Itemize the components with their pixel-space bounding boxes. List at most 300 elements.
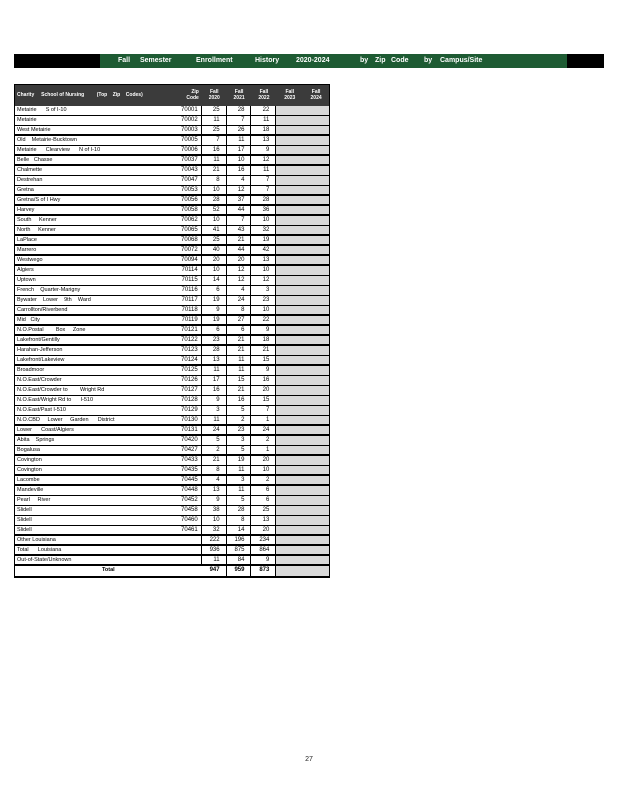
header-city-neighborhood: Charity School of Nursing (Top Zip Codes) xyxy=(17,92,143,98)
row-fall-value: 21 xyxy=(227,236,252,244)
row-zip-code xyxy=(162,556,202,564)
row-empty-fall-cells xyxy=(276,306,329,314)
row-zip-code: 70065 xyxy=(162,226,202,234)
table-row xyxy=(15,216,329,226)
row-fall-value: 22 xyxy=(251,106,276,115)
header-zip-code: Zip Code xyxy=(186,89,199,101)
table-row xyxy=(15,116,329,126)
table-row xyxy=(15,296,329,306)
header-fall-2024: Fall 2024 xyxy=(310,89,322,101)
row-label: Out-of-State/Unknown xyxy=(17,557,72,563)
row-label: Other Louisiana xyxy=(17,537,56,543)
table-row xyxy=(15,336,329,346)
row-empty-fall-cells xyxy=(276,286,329,295)
table-row xyxy=(15,226,329,236)
row-zip-code: 70005 xyxy=(162,136,202,145)
row-label: West Metairie xyxy=(17,127,51,133)
row-fall-value: 28 xyxy=(251,196,276,204)
row-fall-value: 4 xyxy=(227,176,252,185)
row-fall-value: 5 xyxy=(202,436,227,445)
row-fall-value: 3 xyxy=(251,286,276,295)
row-zip-code xyxy=(162,536,202,544)
table-body xyxy=(15,106,329,576)
row-fall-value: 9 xyxy=(251,556,276,564)
row-empty-fall-cells xyxy=(276,416,329,424)
row-empty-fall-cells xyxy=(276,346,329,355)
row-zip-code: 70002 xyxy=(162,116,202,125)
row-fall-value: 947 xyxy=(202,566,227,576)
row-empty-fall-cells xyxy=(276,176,329,185)
row-fall-value: 19 xyxy=(202,316,227,324)
row-empty-fall-cells xyxy=(276,466,329,474)
row-label: Mid City xyxy=(17,317,40,323)
row-fall-value: 15 xyxy=(251,356,276,364)
row-fall-value: 15 xyxy=(251,396,276,405)
row-zip-code: 70128 xyxy=(162,396,202,405)
row-zip-code: 70003 xyxy=(162,126,202,134)
table-row xyxy=(15,356,329,366)
row-label: North Kenner xyxy=(17,227,56,233)
row-fall-value: 13 xyxy=(202,486,227,495)
table-row xyxy=(15,186,329,196)
row-label: Bywater Lower 9th Ward xyxy=(17,297,91,303)
row-empty-fall-cells xyxy=(276,476,329,484)
table-row xyxy=(15,236,329,246)
row-fall-value: 23 xyxy=(251,296,276,305)
enrollment-table xyxy=(14,84,330,578)
row-fall-value: 21 xyxy=(251,346,276,355)
row-empty-fall-cells xyxy=(276,386,329,395)
row-label: Covington xyxy=(17,467,42,473)
row-label: Mandeville xyxy=(17,487,44,493)
row-fall-value: 873 xyxy=(251,566,276,576)
row-empty-fall-cells xyxy=(276,366,329,375)
row-fall-value: 2 xyxy=(227,416,252,424)
row-label: Total xyxy=(101,567,115,573)
row-fall-value: 16 xyxy=(227,396,252,405)
row-fall-value: 7 xyxy=(251,176,276,185)
table-row xyxy=(15,176,329,186)
row-fall-value: 25 xyxy=(202,126,227,134)
row-label: South Kenner xyxy=(17,217,57,223)
row-zip-code: 70072 xyxy=(162,246,202,254)
row-fall-value: 42 xyxy=(251,246,276,254)
row-fall-value: 20 xyxy=(202,256,227,264)
header-fall-2020: Fall 2020 xyxy=(208,89,220,101)
row-fall-value: 12 xyxy=(227,266,252,275)
row-fall-value: 2 xyxy=(202,446,227,454)
title-word: by xyxy=(424,57,433,64)
row-fall-value: 16 xyxy=(227,166,252,175)
row-empty-fall-cells xyxy=(276,196,329,204)
row-fall-value: 11 xyxy=(202,556,227,564)
row-zip-code: 70127 xyxy=(162,386,202,395)
row-fall-value: 11 xyxy=(202,116,227,125)
row-label: N.O.CBD Lower Garden District xyxy=(17,417,115,423)
row-zip-code: 70058 xyxy=(162,206,202,214)
row-fall-value: 3 xyxy=(202,406,227,415)
row-fall-value: 8 xyxy=(227,306,252,314)
header-fall-2023: Fall 2023 xyxy=(284,89,296,101)
table-row xyxy=(15,556,329,566)
row-fall-value: 28 xyxy=(227,106,252,115)
row-fall-value: 23 xyxy=(227,426,252,434)
row-empty-fall-cells xyxy=(276,126,329,134)
row-fall-value: 24 xyxy=(202,426,227,434)
row-fall-value: 936 xyxy=(202,546,227,554)
header-fall-2022: Fall 2022 xyxy=(258,89,270,101)
row-fall-value: 11 xyxy=(202,366,227,375)
row-fall-value: 25 xyxy=(251,506,276,515)
row-label: Westwego xyxy=(17,257,43,263)
row-label: Carrollton/Riverbend xyxy=(17,307,68,313)
row-fall-value: 16 xyxy=(251,376,276,385)
table-row xyxy=(15,396,329,406)
row-fall-value: 10 xyxy=(251,216,276,225)
row-label: Lakefront/Lakeview xyxy=(17,357,65,363)
row-fall-value: 28 xyxy=(202,346,227,355)
table-row xyxy=(15,326,329,336)
table-row xyxy=(15,206,329,216)
row-fall-value: 2 xyxy=(251,436,276,445)
row-fall-value: 222 xyxy=(202,536,227,544)
row-zip-code: 70068 xyxy=(162,236,202,244)
title-word: Code xyxy=(391,57,409,64)
row-zip-code: 70047 xyxy=(162,176,202,185)
row-empty-fall-cells xyxy=(276,456,329,465)
row-fall-value: 23 xyxy=(202,336,227,344)
row-fall-value: 10 xyxy=(202,516,227,525)
row-zip-code: 70130 xyxy=(162,416,202,424)
row-label: Slidell xyxy=(17,507,32,513)
row-empty-fall-cells xyxy=(276,206,329,214)
row-zip-code: 70433 xyxy=(162,456,202,465)
row-empty-fall-cells xyxy=(276,276,329,285)
table-row xyxy=(15,406,329,416)
row-label: Slidell xyxy=(17,517,32,523)
row-empty-fall-cells xyxy=(276,356,329,364)
row-fall-value: 38 xyxy=(202,506,227,515)
row-label: LaPlace xyxy=(17,237,37,243)
row-label: Harvey xyxy=(17,207,35,213)
table-row xyxy=(15,286,329,296)
row-fall-value: 6 xyxy=(251,496,276,505)
row-fall-value: 4 xyxy=(202,476,227,484)
row-label: N.O.East/Wright Rd to I-510 xyxy=(17,397,94,403)
row-fall-value: 24 xyxy=(227,296,252,305)
row-label: Old Metairie-Bucktown xyxy=(17,137,77,143)
row-empty-fall-cells xyxy=(276,186,329,194)
row-zip-code: 70461 xyxy=(162,526,202,534)
row-empty-fall-cells xyxy=(276,316,329,324)
title-word: Enrollment xyxy=(196,57,233,64)
row-fall-value: 234 xyxy=(251,536,276,544)
row-fall-value: 32 xyxy=(251,226,276,234)
row-label: Algiers xyxy=(17,267,34,273)
row-fall-value: 9 xyxy=(202,306,227,314)
row-label: N.O.East/Crowder xyxy=(17,377,62,383)
row-fall-value: 43 xyxy=(227,226,252,234)
row-fall-value: 10 xyxy=(251,466,276,474)
row-fall-value: 6 xyxy=(227,326,252,334)
row-label: Uptown xyxy=(17,277,36,283)
title-word: Fall xyxy=(118,57,131,64)
row-fall-value: 10 xyxy=(202,186,227,194)
title-word: Zip xyxy=(375,57,386,64)
row-empty-fall-cells xyxy=(276,236,329,244)
row-fall-value: 7 xyxy=(227,216,252,225)
row-fall-value: 22 xyxy=(251,316,276,324)
row-empty-fall-cells xyxy=(276,266,329,275)
table-row xyxy=(15,276,329,286)
row-zip-code: 70124 xyxy=(162,356,202,364)
table-row xyxy=(15,466,329,476)
table-row xyxy=(15,346,329,356)
row-fall-value: 40 xyxy=(202,246,227,254)
row-fall-value: 1 xyxy=(251,446,276,454)
row-fall-value: 5 xyxy=(227,496,252,505)
row-fall-value: 44 xyxy=(227,206,252,214)
row-label: N.O.East/Past I-510 xyxy=(17,407,66,413)
table-row xyxy=(15,306,329,316)
table-row xyxy=(15,476,329,486)
row-fall-value: 7 xyxy=(202,136,227,145)
row-fall-value: 6 xyxy=(202,286,227,295)
row-fall-value: 959 xyxy=(227,566,252,576)
row-zip-code: 70121 xyxy=(162,326,202,334)
row-label: Belle Chasse xyxy=(17,157,53,163)
row-label: Total Louisiana xyxy=(17,547,62,553)
row-zip-code: 70043 xyxy=(162,166,202,175)
row-fall-value: 11 xyxy=(251,166,276,175)
title-word: 2020-2024 xyxy=(296,57,330,64)
row-fall-value: 19 xyxy=(251,236,276,244)
row-zip-code: 70452 xyxy=(162,496,202,505)
row-empty-fall-cells xyxy=(276,326,329,334)
table-row xyxy=(15,156,329,166)
row-fall-value: 20 xyxy=(251,386,276,395)
row-zip-code: 70448 xyxy=(162,486,202,495)
table-row xyxy=(15,516,329,526)
header-fall-2021: Fall 2021 xyxy=(233,89,245,101)
table-row xyxy=(15,456,329,466)
row-fall-value: 14 xyxy=(227,526,252,534)
row-zip-code: 70125 xyxy=(162,366,202,375)
row-label: Abita Springs xyxy=(17,437,55,443)
table-row xyxy=(15,106,329,116)
row-fall-value: 17 xyxy=(202,376,227,385)
row-label: French Quarter-Marigny xyxy=(17,287,81,293)
row-zip-code: 70094 xyxy=(162,256,202,264)
report-title-bar xyxy=(14,54,604,68)
row-label: Gretna xyxy=(17,187,34,193)
row-zip-code xyxy=(162,546,202,554)
row-zip-code: 70118 xyxy=(162,306,202,314)
row-fall-value: 21 xyxy=(202,166,227,175)
row-empty-fall-cells xyxy=(276,136,329,145)
row-fall-value: 11 xyxy=(227,356,252,364)
row-empty-fall-cells xyxy=(276,486,329,495)
row-fall-value: 4 xyxy=(227,286,252,295)
row-fall-value: 36 xyxy=(251,206,276,214)
row-fall-value: 25 xyxy=(202,236,227,244)
row-zip-code: 70427 xyxy=(162,446,202,454)
title-word: History xyxy=(255,57,280,64)
row-fall-value: 15 xyxy=(227,376,252,385)
row-empty-fall-cells xyxy=(276,436,329,445)
row-label: Pearl River xyxy=(17,497,51,503)
row-empty-fall-cells xyxy=(276,526,329,534)
row-zip-code: 70445 xyxy=(162,476,202,484)
row-empty-fall-cells xyxy=(276,566,329,576)
row-fall-value: 12 xyxy=(227,186,252,194)
row-fall-value: 20 xyxy=(227,256,252,264)
row-label: Destrehan xyxy=(17,177,43,183)
row-empty-fall-cells xyxy=(276,106,329,115)
table-row xyxy=(15,316,329,326)
row-fall-value: 2 xyxy=(251,476,276,484)
row-fall-value: 25 xyxy=(202,106,227,115)
row-empty-fall-cells xyxy=(276,546,329,554)
title-word: Semester xyxy=(140,57,172,64)
row-fall-value: 32 xyxy=(202,526,227,534)
row-fall-value: 13 xyxy=(251,256,276,264)
row-fall-value: 10 xyxy=(251,306,276,314)
row-fall-value: 3 xyxy=(227,436,252,445)
row-empty-fall-cells xyxy=(276,146,329,154)
row-empty-fall-cells xyxy=(276,376,329,385)
row-empty-fall-cells xyxy=(276,156,329,164)
row-fall-value: 8 xyxy=(202,176,227,185)
table-header-row xyxy=(15,85,329,106)
row-zip-code: 70116 xyxy=(162,286,202,295)
row-fall-value: 84 xyxy=(227,556,252,564)
table-row xyxy=(15,366,329,376)
row-fall-value: 7 xyxy=(251,186,276,194)
table-row xyxy=(15,386,329,396)
table-row xyxy=(15,376,329,386)
row-empty-fall-cells xyxy=(276,166,329,175)
row-empty-fall-cells xyxy=(276,426,329,434)
row-label: Marrero xyxy=(17,247,37,253)
table-row xyxy=(15,136,329,146)
row-fall-value: 37 xyxy=(227,196,252,204)
row-empty-fall-cells xyxy=(276,396,329,405)
table-row xyxy=(15,436,329,446)
title-word: Campus/Site xyxy=(440,57,483,64)
row-fall-value: 16 xyxy=(202,146,227,154)
row-fall-value: 27 xyxy=(227,316,252,324)
table-row xyxy=(15,486,329,496)
row-fall-value: 11 xyxy=(227,136,252,145)
table-row xyxy=(15,146,329,156)
row-label: Broadmoor xyxy=(17,367,45,373)
row-fall-value: 19 xyxy=(202,296,227,305)
row-fall-value: 875 xyxy=(227,546,252,554)
row-fall-value: 21 xyxy=(202,456,227,465)
row-zip-code: 70460 xyxy=(162,516,202,525)
row-fall-value: 12 xyxy=(251,156,276,164)
row-label: N.O.Postal Box Zone xyxy=(17,327,86,333)
row-zip-code: 70420 xyxy=(162,436,202,445)
row-zip-code: 70037 xyxy=(162,156,202,164)
row-zip-code: 70122 xyxy=(162,336,202,344)
row-fall-value: 13 xyxy=(251,136,276,145)
row-fall-value: 11 xyxy=(202,156,227,164)
table-row xyxy=(15,416,329,426)
row-empty-fall-cells xyxy=(276,406,329,415)
row-zip-code: 70053 xyxy=(162,186,202,194)
title-word: by xyxy=(360,57,369,64)
row-zip-code: 70001 xyxy=(162,106,202,115)
row-fall-value: 11 xyxy=(251,116,276,125)
row-label: Gretna/S of I Hwy xyxy=(17,197,61,203)
row-fall-value: 8 xyxy=(202,466,227,474)
row-label: Lower Coast/Algiers xyxy=(17,427,74,433)
row-label: Lakefront/Gentilly xyxy=(17,337,60,343)
table-row xyxy=(15,166,329,176)
row-fall-value: 11 xyxy=(227,466,252,474)
row-fall-value: 10 xyxy=(202,216,227,225)
row-fall-value: 26 xyxy=(227,126,252,134)
table-row xyxy=(15,246,329,256)
row-empty-fall-cells xyxy=(276,536,329,544)
row-label: Chalmette xyxy=(17,167,43,173)
row-fall-value: 1 xyxy=(251,416,276,424)
row-fall-value: 6 xyxy=(202,326,227,334)
row-fall-value: 864 xyxy=(251,546,276,554)
row-fall-value: 10 xyxy=(227,156,252,164)
row-zip-code: 70062 xyxy=(162,216,202,225)
row-fall-value: 9 xyxy=(251,146,276,154)
row-fall-value: 5 xyxy=(227,406,252,415)
row-fall-value: 6 xyxy=(251,486,276,495)
row-zip-code: 70129 xyxy=(162,406,202,415)
row-label: N.O.East/Crowder to Wright Rd xyxy=(17,387,105,393)
row-zip-code: 70435 xyxy=(162,466,202,474)
row-fall-value: 13 xyxy=(202,356,227,364)
table-row xyxy=(15,256,329,266)
page-number: 27 xyxy=(305,756,313,763)
row-fall-value: 7 xyxy=(227,116,252,125)
row-zip-code: 70117 xyxy=(162,296,202,305)
row-fall-value: 12 xyxy=(227,276,252,285)
row-empty-fall-cells xyxy=(276,446,329,454)
row-empty-fall-cells xyxy=(276,516,329,525)
row-fall-value: 20 xyxy=(251,526,276,534)
table-row xyxy=(15,536,329,546)
row-fall-value: 21 xyxy=(227,346,252,355)
row-fall-value: 16 xyxy=(202,386,227,395)
row-fall-value: 44 xyxy=(227,246,252,254)
row-fall-value: 20 xyxy=(251,456,276,465)
row-zip-code: 70006 xyxy=(162,146,202,154)
row-label: Harahan-Jefferson xyxy=(17,347,63,353)
row-fall-value: 11 xyxy=(202,416,227,424)
row-fall-value: 21 xyxy=(227,386,252,395)
row-fall-value: 17 xyxy=(227,146,252,154)
row-label: Covington xyxy=(17,457,42,463)
row-fall-value: 11 xyxy=(227,366,252,375)
table-row xyxy=(15,266,329,276)
row-empty-fall-cells xyxy=(276,506,329,515)
row-fall-value: 3 xyxy=(227,476,252,484)
row-empty-fall-cells xyxy=(276,216,329,225)
row-zip-code: 70056 xyxy=(162,196,202,204)
row-fall-value: 5 xyxy=(227,446,252,454)
row-fall-value: 11 xyxy=(227,486,252,495)
row-fall-value: 52 xyxy=(202,206,227,214)
